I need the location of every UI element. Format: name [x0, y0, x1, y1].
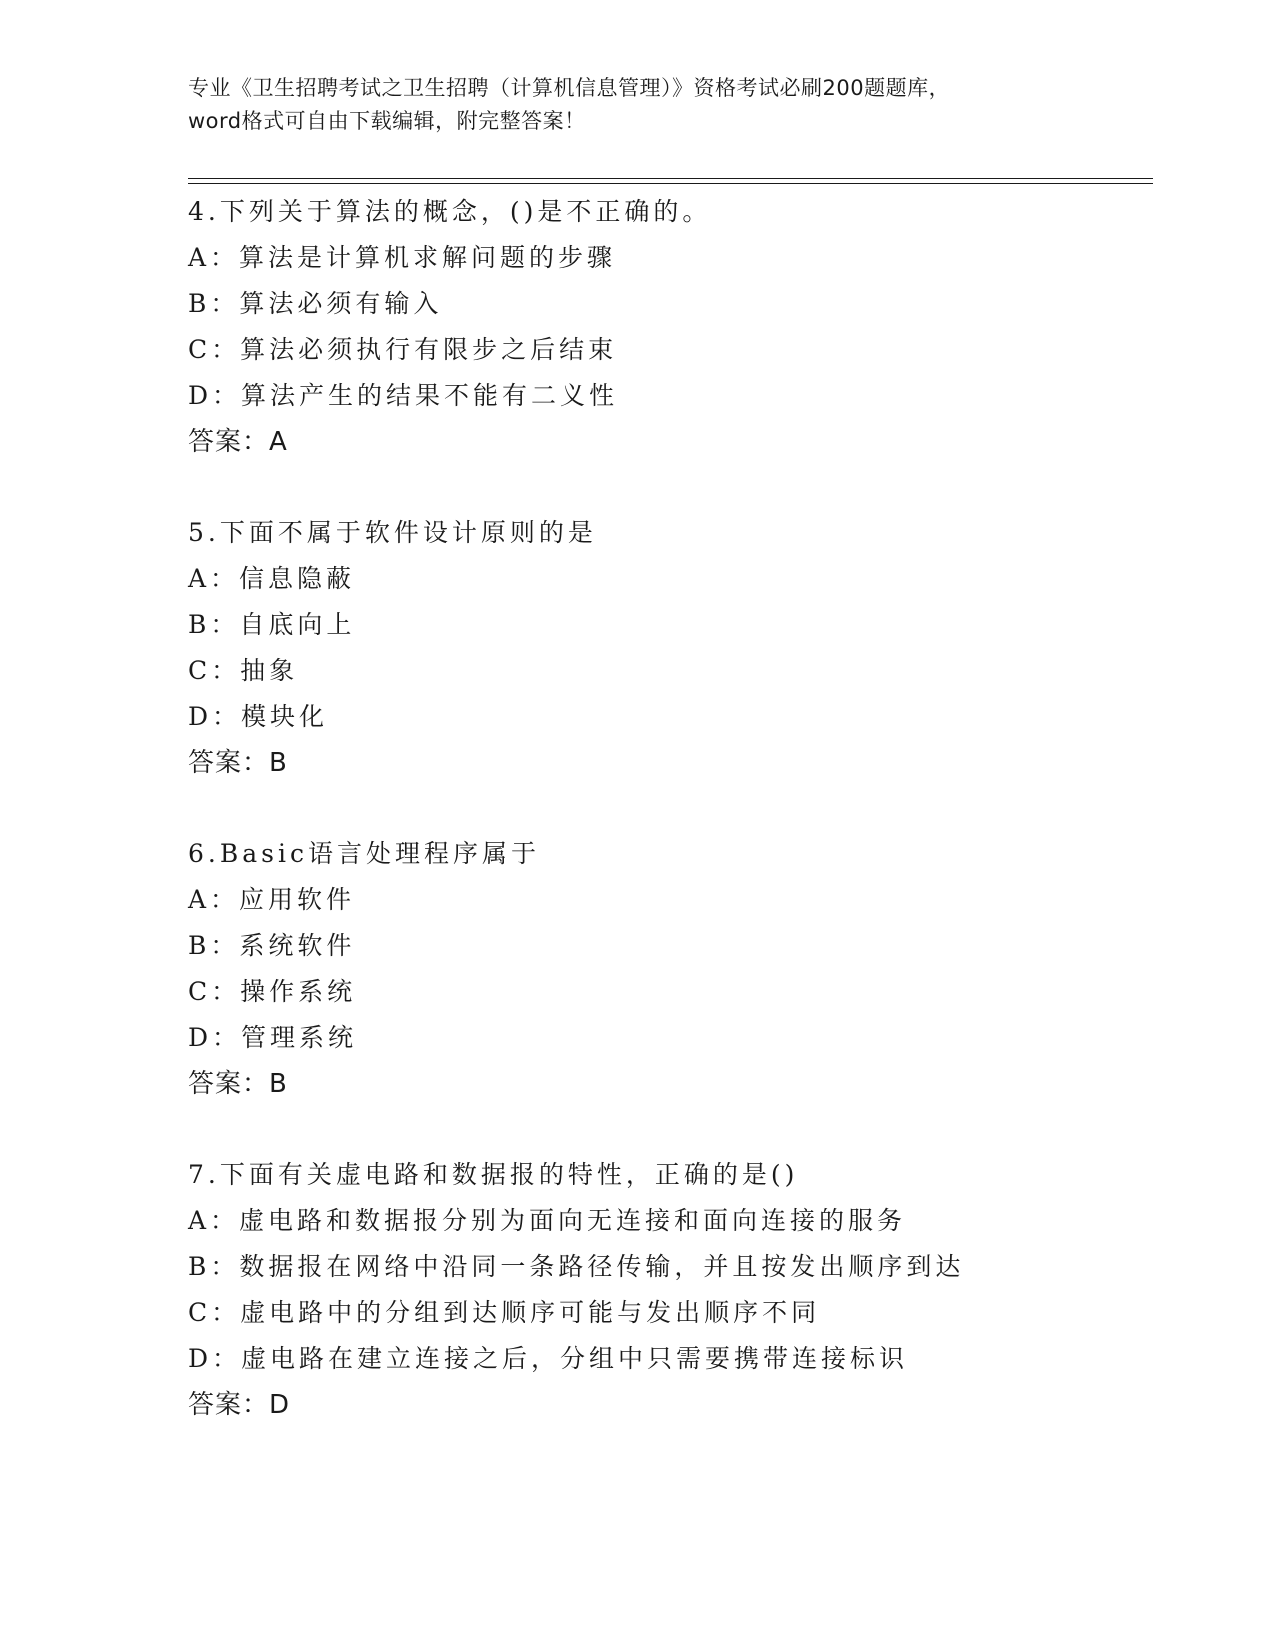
- option-d: D：算法产生的结果不能有二义性: [188, 381, 619, 410]
- header-line-1: 专业《卫生招聘考试之卫生招聘（计算机信息管理）》资格考试必刷200题题库，: [188, 76, 951, 100]
- answer-line: 答案：B: [188, 1069, 288, 1099]
- question-5: [188, 510, 1148, 786]
- option-c: C：算法必须执行有限步之后结束: [188, 335, 618, 364]
- option-b: B：系统软件: [188, 931, 356, 960]
- header-line-2: word格式可自由下载编辑，附完整答案！: [188, 109, 586, 133]
- answer-line: 答案：A: [188, 427, 288, 457]
- option-a: A：算法是计算机求解问题的步骤: [188, 243, 617, 272]
- answer-line: 答案：D: [188, 1390, 291, 1420]
- header-divider-top: [188, 178, 1153, 179]
- option-a: A：虚电路和数据报分别为面向无连接和面向连接的服务: [188, 1206, 907, 1235]
- option-c: C：操作系统: [188, 977, 357, 1006]
- option-c: C：抽象: [188, 656, 299, 685]
- question-stem: 7.下面有关虚电路和数据报的特性，正确的是(): [188, 1160, 799, 1189]
- option-a: A：信息隐蔽: [188, 564, 356, 593]
- question-stem: 6.Basic语言处理程序属于: [188, 839, 540, 868]
- question-stem: 4.下列关于算法的概念，()是不正确的。: [188, 197, 712, 226]
- question-stem: 5.下面不属于软件设计原则的是: [188, 518, 597, 547]
- answer-line: 答案：B: [188, 748, 288, 778]
- option-c: C：虚电路中的分组到达顺序可能与发出顺序不同: [188, 1298, 821, 1327]
- option-b: B：算法必须有输入: [188, 289, 443, 318]
- question-6: [188, 831, 1148, 1107]
- question-7: [188, 1152, 1148, 1428]
- option-b: B：数据报在网络中沿同一条路径传输，并且按发出顺序到达: [188, 1252, 965, 1281]
- option-d: D：虚电路在建立连接之后，分组中只需要携带连接标识: [188, 1344, 909, 1373]
- option-d: D：模块化: [188, 702, 329, 731]
- option-d: D：管理系统: [188, 1023, 358, 1052]
- document-header: [188, 72, 1088, 138]
- option-b: B：自底向上: [188, 610, 356, 639]
- option-a: A：应用软件: [188, 885, 356, 914]
- question-4: [188, 189, 1148, 465]
- header-divider-bottom: [188, 183, 1153, 184]
